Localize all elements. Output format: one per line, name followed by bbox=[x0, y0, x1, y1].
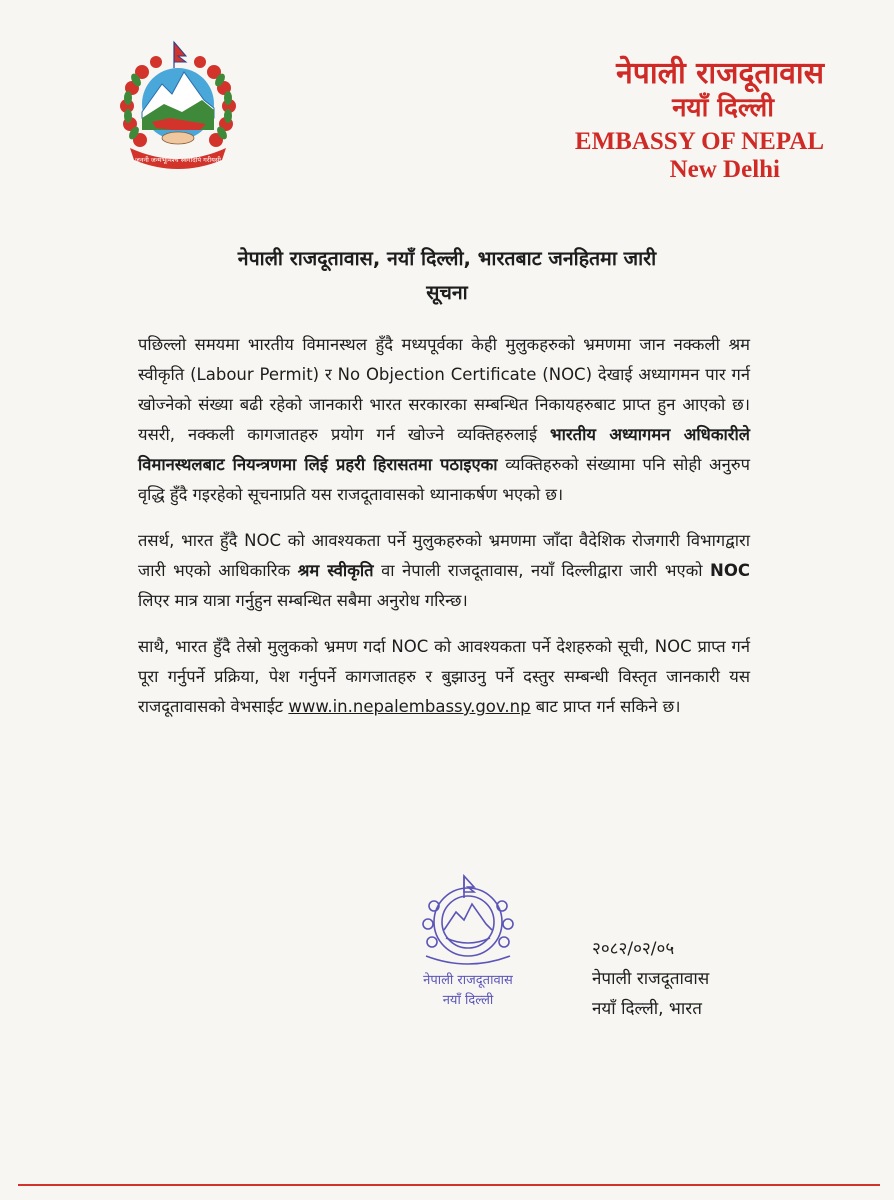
notice-date: २०८२/०२/०५ bbox=[592, 939, 675, 959]
para1-bold: भारतीय अध्यागमन अधिकारीले विमानस्थलबाट नियन्त्रणमा लिई प्रहरी हिरासतमा पठाइएका bbox=[138, 425, 750, 474]
signature-line1: नेपाली राजदूतावास bbox=[592, 969, 710, 989]
seal-line1: नेपाली राजदूतावास bbox=[423, 973, 513, 988]
para2-text1: तसर्थ, भारत हुँदै NOC को आवश्यकता पर्ने मुलुकहरुको भ्रमणमा जाँदा वैदेशिक रोजगारी विभागद्वारा जारी भएको आधिकारिक bbox=[138, 531, 750, 580]
seal-line2: नयाँ दिल्ली bbox=[442, 993, 494, 1008]
footer-rule bbox=[18, 1184, 880, 1186]
para1-text1: पछिल्लो समयमा भारतीय विमानस्थल हुँदै मध्यपूर्वका केही मुलुकहरुको भ्रमणमा जान नक्कली श्रम स्वीकृति (Labour Permit) र No Objection Certificate (NOC) देखाई अध्यागमन पार गर्न खोज्नेको संख्या बढी रहेको जानकारी भारत सरकारका सम्बन्धित निकायहरुबाट प्राप्त हुन आएको छ। यसरी, नक्कली कागजातहरु प्रयोग गर्न खोज्ने व्यक्तिहरुलाई bbox=[138, 335, 750, 444]
notice-title-line1: नेपाली राजदूतावास, नयाँ दिल्ली, भारतबाट जनहितमा जारी bbox=[237, 247, 657, 270]
embassy-seal-icon bbox=[412, 872, 524, 1012]
notice-title-line2: सूचना bbox=[426, 281, 468, 304]
nepal-emblem-icon bbox=[112, 38, 244, 170]
para2-text3: लिएर मात्र यात्रा गर्नुहुन सम्बन्धित सबैमा अनुरोध गरिन्छ। bbox=[138, 591, 468, 610]
letterhead-nepali-line1: नेपाली राजदूतावास bbox=[616, 56, 824, 91]
paragraph-2 bbox=[138, 526, 750, 616]
embassy-website-link[interactable]: www.in.nepalembassy.gov.np bbox=[288, 697, 531, 716]
para2-bold1: श्रम स्वीकृति bbox=[297, 561, 374, 580]
signature-line2: नयाँ दिल्ली, भारत bbox=[592, 999, 702, 1019]
letterhead-english-line2: New Delhi bbox=[669, 156, 780, 183]
para2-bold2: NOC bbox=[710, 561, 750, 580]
emblem-motto: जननी जन्मभूमिश्च स्वर्गादपि गरीयसी bbox=[135, 156, 221, 164]
letterhead-english-line1: EMBASSY OF NEPAL bbox=[574, 128, 824, 155]
letterhead bbox=[575, 56, 824, 184]
para3-text1: साथै, भारत हुँदै तेस्रो मुलुकको भ्रमण गर्दा NOC को आवश्यकता पर्ने देशहरुको सूची, NOC प्राप्त गर्न पूरा गर्नुपर्ने प्रक्रिया, पेश गर्नुपर्ने कागजातहरु र बुझाउनु पर्ने दस्तुर सम्बन्धी विस्तृत जानकारी यस राजदूतावासको वेभसाईट bbox=[138, 637, 750, 716]
notice-title bbox=[0, 242, 894, 310]
paragraph-3 bbox=[138, 632, 750, 722]
signature-block bbox=[592, 934, 709, 1024]
para1-text2: व्यक्तिहरुको संख्यामा पनि सोही अनुरुप वृद्धि हुँदै गइरहेको सूचनाप्रति यस राजदूतावासको ध्यानाकर्षण भएको छ। bbox=[138, 455, 751, 504]
para2-text2: वा नेपाली राजदूतावास, नयाँ दिल्लीद्वारा जारी भएको bbox=[373, 561, 711, 580]
para3-text2: बाट प्राप्त गर्न सकिने छ। bbox=[530, 697, 681, 716]
notice-body bbox=[138, 330, 750, 738]
paragraph-1 bbox=[138, 330, 750, 510]
letterhead-nepali-line2: नयाँ दिल्ली bbox=[672, 93, 774, 123]
